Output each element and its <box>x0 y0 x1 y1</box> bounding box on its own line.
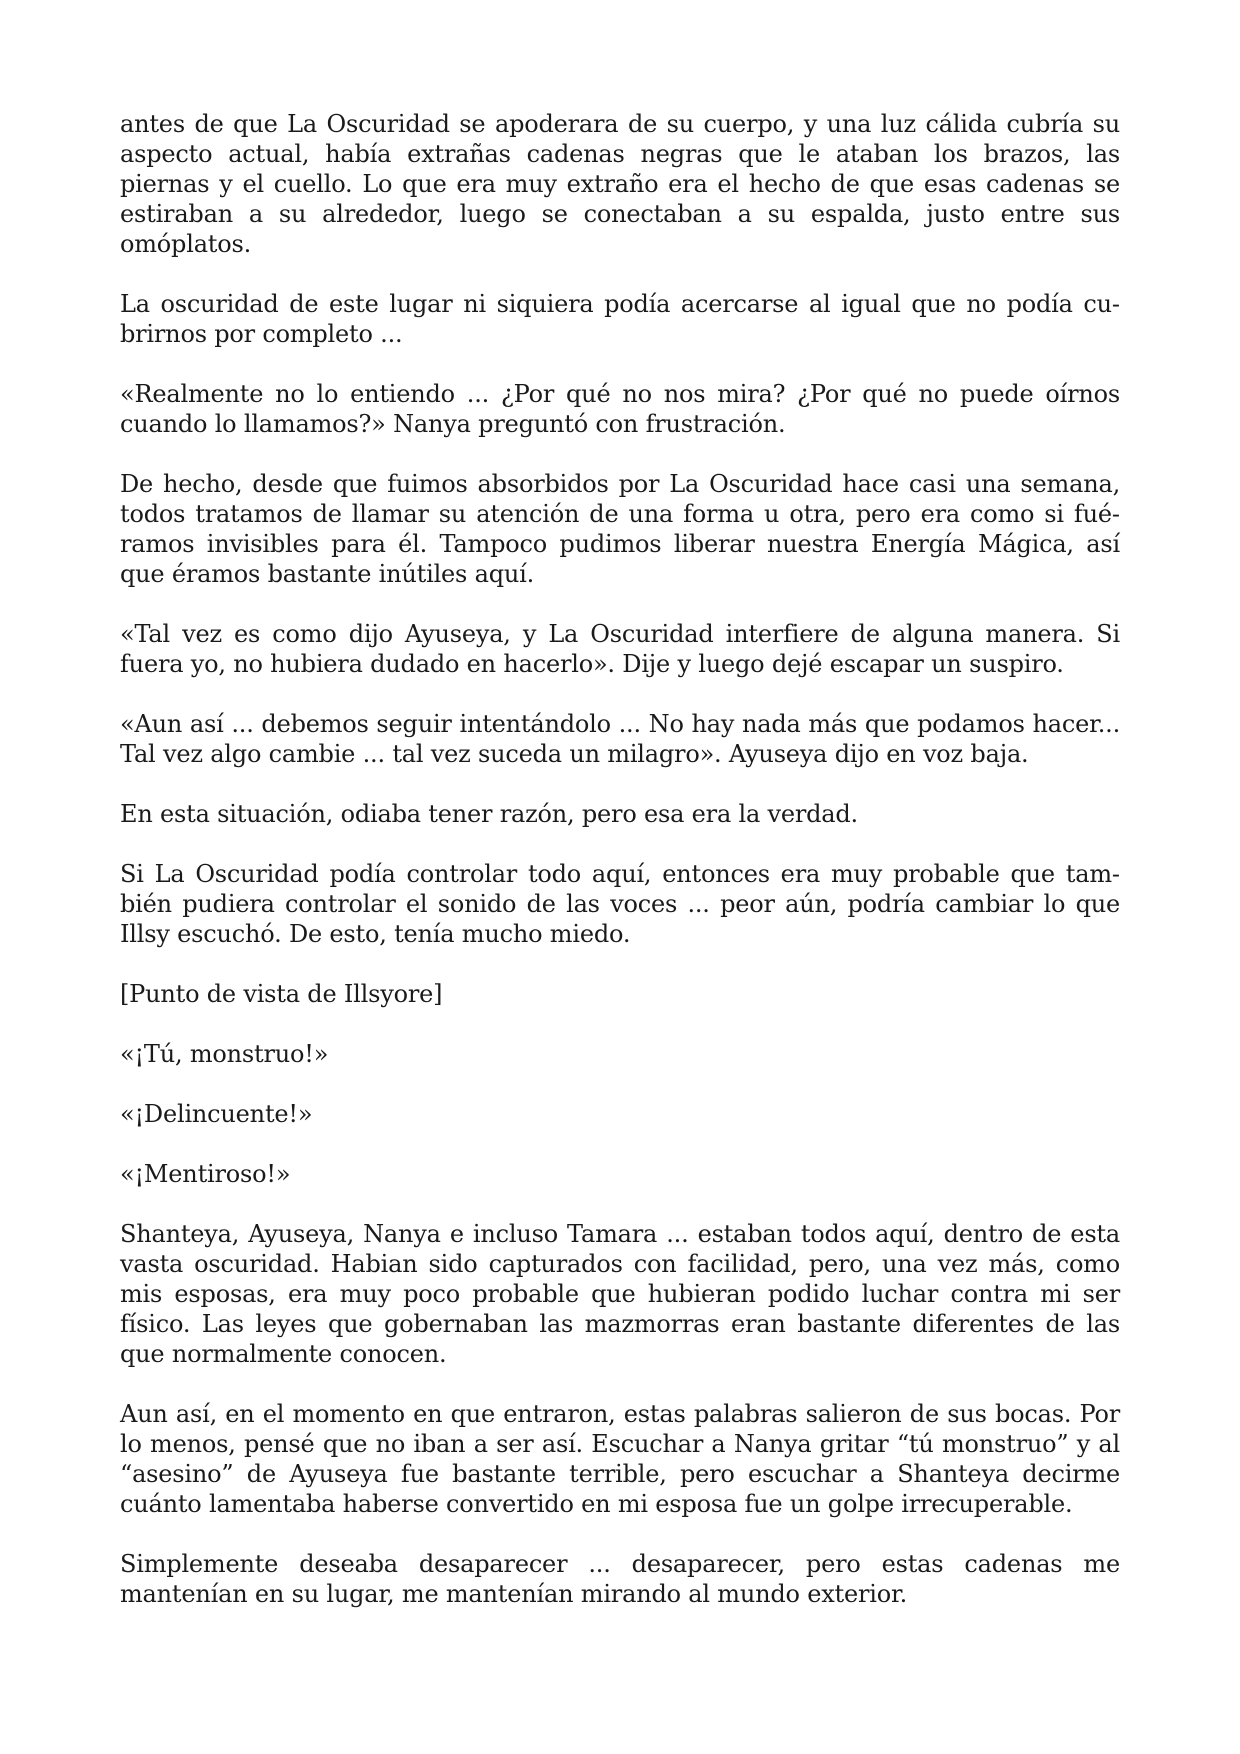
paragraph-13: Shanteya, Ayuseya, Nanya e incluso Tamara ... estaban todos aquí, dentro de esta vasta oscuridad. Habian sido capturados con facilidad, pero, una vez más, como mis esposas, era muy poco probable que hubieran podido luchar contra mi ser físico. Las leyes que gobernaban las mazmorras eran bastante diferentes de las que normalmente conocen. <box>120 1220 1120 1368</box>
paragraph-6: «Aun así ... debemos seguir intentándolo ... No hay nada más que podamos hacer... Tal vez algo cambie ... tal vez suceda un milagro». Ayuseya dijo en voz baja. <box>120 710 1120 768</box>
dialogue-line-3: «¡Mentiroso!» <box>120 1160 291 1188</box>
paragraph-1: antes de que La Oscuridad se apoderara de su cuerpo, y una luz cálida cubría su aspecto actual, había extrañas cadenas negras que le ataban los brazos, las piernas y el cuello. Lo que era muy extraño era el hecho de que esas cadenas se estiraban a su alrededor, luego se conectaban a su espalda, justo entre sus omóplatos. <box>120 110 1120 258</box>
page-body <box>120 109 1120 1639</box>
paragraph-14: Aun así, en el momento en que entraron, estas palabras salieron de sus bocas. Por lo menos, pensé que no iban a ser así. Escuchar a Nanya gritar “tú monstruo” y al “asesino” de Ayuseya fue bastante terrible, pero escuchar a Shanteya decirme cuánto lamentaba haberse convertido en mi esposa fue un golpe irrecuperable. <box>120 1400 1120 1518</box>
paragraph-4: De hecho, desde que fuimos absorbidos por La Oscuridad hace casi una semana, todos tratamos de llamar su atención de una forma u otra, pero era como si fuéramos invisibles para él. Tampoco pudimos liberar nuestra Energía Mágica, así que éramos bastante inútiles aquí. <box>120 470 1120 588</box>
paragraph-7: En esta situación, odiaba tener razón, pero esa era la verdad. <box>120 800 858 828</box>
dialogue-line-2: «¡Delincuente!» <box>120 1100 313 1128</box>
section-heading: [Punto de vista de Illsyore] <box>120 980 443 1008</box>
dialogue-line-1: «¡Tú, monstruo!» <box>120 1040 329 1068</box>
paragraph-5: «Tal vez es como dijo Ayuseya, y La Oscuridad interfiere de alguna manera. Si fuera yo, no hubiera dudado en hacerlo». Dije y luego dejé escapar un suspiro. <box>120 620 1120 678</box>
paragraph-3: «Realmente no lo entiendo ... ¿Por qué no nos mira? ¿Por qué no puede oírnos cuando lo llamamos?» Nanya preguntó con frustración. <box>120 380 1120 438</box>
paragraph-2: La oscuridad de este lugar ni siquiera podía acercarse al igual que no podía cubrirnos por completo ... <box>120 290 1120 348</box>
paragraph-15: Simplemente deseaba desaparecer ... desaparecer, pero estas cadenas me mantenían en su lugar, me mantenían mirando al mundo exterior. <box>120 1550 1120 1608</box>
paragraph-8: Si La Oscuridad podía controlar todo aquí, entonces era muy probable que también pudiera controlar el sonido de las voces ... peor aún, podría cambiar lo que Illsy escuchó. De esto, tenía mucho miedo. <box>120 860 1120 948</box>
